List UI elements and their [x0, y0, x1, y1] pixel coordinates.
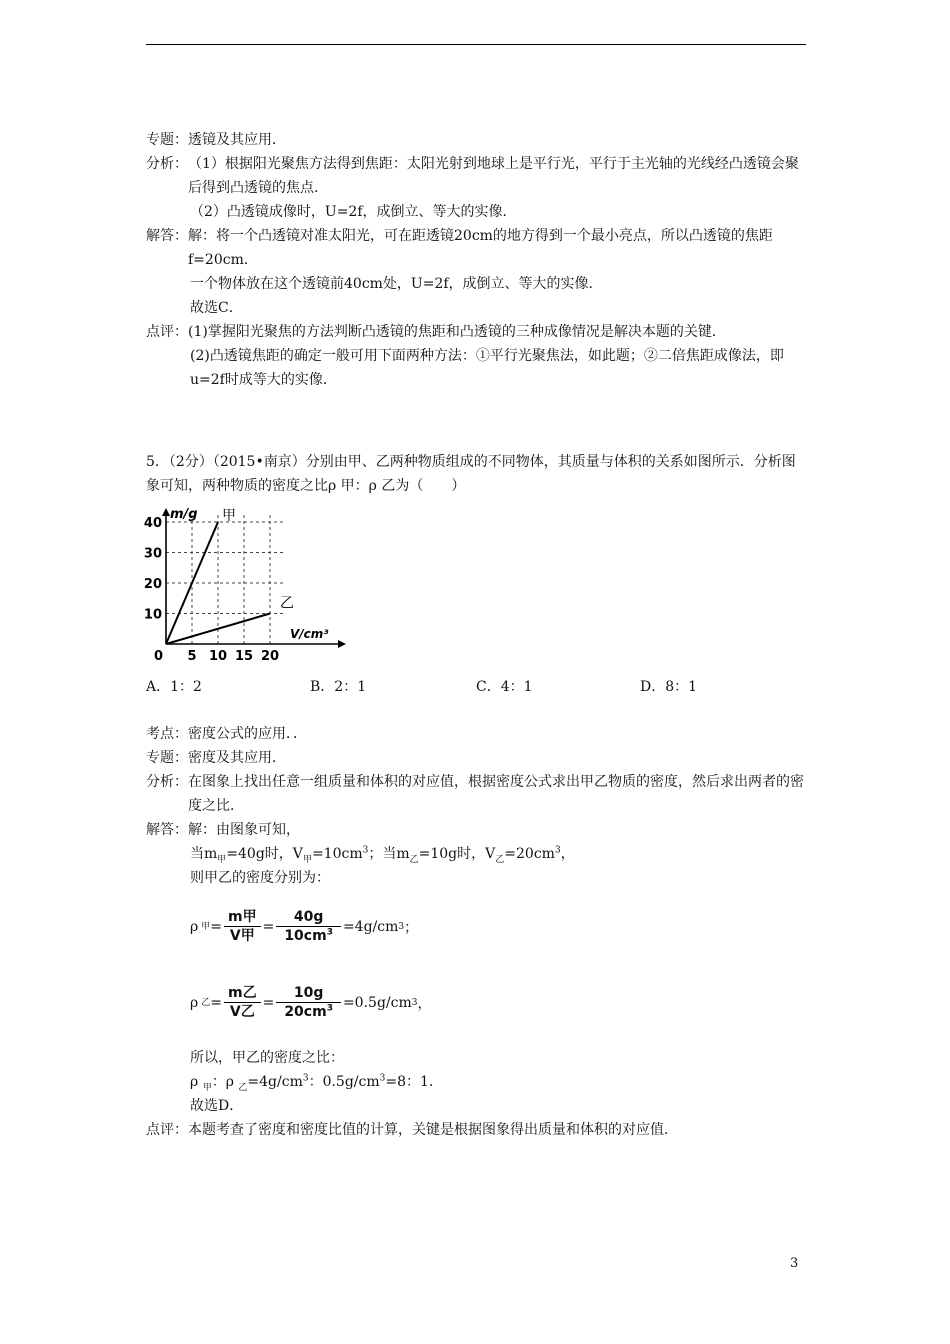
q5-ratio-line: ρ $_甲$：ρ $_乙=4g/cm^3$：$0.5g/cm^3=8$：1． [190, 1073, 443, 1093]
chart-series [166, 508, 294, 644]
q5-jieda-6: 故选D． [190, 1098, 244, 1114]
q5-kaodian: 考点： 密度公式的应用．． [146, 726, 307, 742]
density-equation-yi: ρ 乙 = $\frac{\text{m乙}}{\text{V乙}}$ = $\frac{10g}{20cm^3}$ =0.5g/cm 3 ， [190, 985, 432, 1020]
q4-fenxi-2: （2）凸透镜成像时，U=2f，成倒立、等大的实像． [190, 204, 517, 220]
q5-stem: 5．（2分）（2015•南京）分别由甲、乙两种物质组成的不同物体，其质量与体积的关系如图所示．分析图象可知，两种物质的密度之比ρ 甲：ρ 乙为（ ） [146, 454, 796, 494]
q4-dianping: 点评： (1)掌握阳光聚焦的方法判断凸透镜的焦距和凸透镜的三种成像情况是解决本题的关键． [146, 324, 726, 340]
q4-fenxi: 分析： （1）根据阳光聚焦方法得到焦距：太阳光射到地球上是平行光，平行于主光轴的光线经凸透镜会聚后得到凸透镜的焦点． [146, 156, 799, 196]
y-axis-label: m/g [170, 507, 198, 522]
page-number: 3 [790, 1256, 799, 1271]
x-tick-label-10: 10 [208, 649, 228, 664]
q5-conclusion [146, 1046, 806, 1142]
q5-jieda-given: 当$m_甲=40g$时，$V_甲=10cm^3$；当$m_乙=10g$时，$V_乙=20cm^3$， [190, 845, 575, 865]
x-tick-label-5: 5 [187, 649, 197, 664]
q5-choices [146, 676, 806, 700]
q4-zhuanti: 专题： 透镜及其应用． [146, 132, 286, 148]
x-tick-label-15: 15 [234, 649, 254, 664]
x-axis-label: V/cm³ [290, 627, 329, 641]
q4-jieda-2: 一个物体放在这个透镜前40cm处，U=2f，成倒立、等大的实像． [190, 276, 603, 292]
q5-analysis [146, 722, 806, 890]
q4-jieda: 解答： 解：将一个凸透镜对准太阳光，可在距透镜20cm的地方得到一个最小亮点，所以凸透镜的焦距f=20cm． [146, 228, 773, 268]
choice-a: A．1：2 [146, 679, 202, 695]
density-equation-jia: ρ 甲 = $\frac{\text{m甲}}{\text{V甲}}$ = $\frac{40g}{10cm^3}$ =4g/cm 3 ； [190, 909, 419, 944]
fraction-values-yi: $\frac{10g}{20cm^3}$ [276, 984, 341, 1021]
header-rule [146, 44, 806, 45]
series-label-2: 乙 [280, 595, 294, 612]
x-axis-arrow [338, 640, 346, 648]
choice-d: D．8：1 [640, 679, 698, 695]
q5-fenxi: 分析： 在图象上找出任意一组质量和体积的对应值，根据密度公式求出甲乙物质的密度，然后求出两者的密度之比． [146, 774, 804, 814]
x-tick-label-20: 20 [260, 649, 280, 664]
q5-jieda: 解答： 解：由图象可知， [146, 822, 300, 838]
fraction-values-jia: $\frac{40g}{10cm^3}$ [276, 908, 341, 945]
y-tick-label-20: 20 [143, 577, 162, 592]
q4-analysis [146, 128, 806, 392]
y-tick-label-10: 10 [143, 607, 162, 623]
chart-grid [166, 514, 286, 644]
q5-jieda-4: 所以，甲乙的密度之比： [190, 1050, 344, 1066]
mass-volume-graph [143, 504, 346, 666]
q5-jieda-3: 则甲乙的密度分别为： [190, 870, 330, 886]
fraction-m-over-v-yi: $\frac{\text{m乙}}{\text{V乙}}$ [224, 984, 261, 1021]
y-tick-label-30: 30 [143, 546, 162, 562]
choice-c: C．4：1 [476, 679, 533, 695]
fraction-m-over-v-jia: $\frac{\text{m甲}}{\text{V甲}}$ [224, 908, 261, 945]
series-label-1: 甲 [222, 508, 236, 524]
q5-zhuanti: 专题： 密度及其应用． [146, 750, 286, 766]
origin-label: 0 [154, 649, 164, 664]
y-axis-arrow [162, 508, 170, 516]
q4-jieda-3: 故选C． [190, 300, 243, 316]
y-tick-label-40: 40 [143, 516, 162, 531]
choice-b: B．2：1 [310, 679, 367, 695]
q4-dianping-2: (2)凸透镜焦距的确定一般可用下面两种方法：①平行光聚焦法，如此题；②二倍焦距成像法，即u=2f时成等大的实像． [190, 348, 784, 388]
q5-dianping: 点评： 本题考查了密度和密度比值的计算，关键是根据图象得出质量和体积的对应值． [146, 1122, 678, 1138]
